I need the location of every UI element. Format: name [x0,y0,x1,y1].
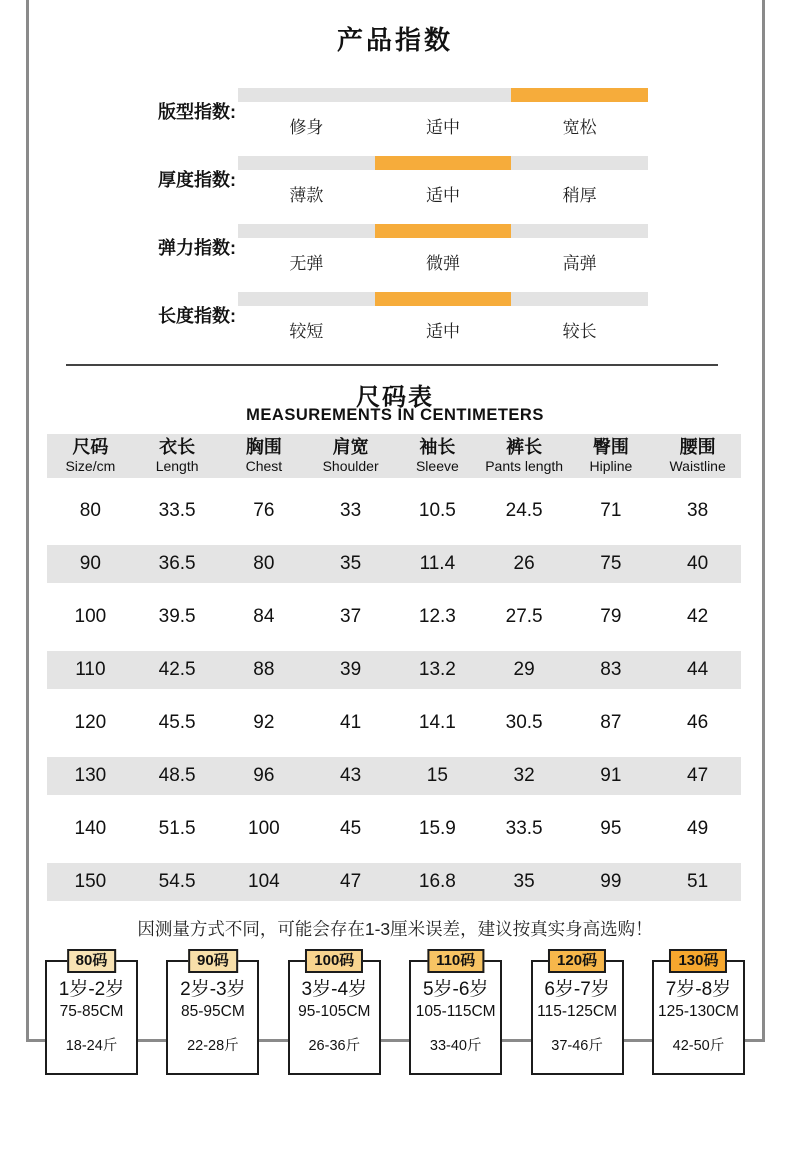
table-cell: 15.9 [418,817,456,839]
bar-segment [238,292,375,306]
table-cell: 75 [600,553,622,574]
table-cell: 100 [74,605,107,627]
option-label: 微弹 [426,254,460,273]
table-cell: 16.8 [418,871,456,892]
table-cell: 24.5 [505,499,543,521]
table-cell: 14.1 [418,711,456,733]
age-range: 2岁-3岁 [180,979,246,1000]
size-table-row [47,590,741,643]
option-label: 无弹 [289,254,324,273]
column-header-zh: 臀围 [592,437,629,457]
table-cell: 32 [513,765,535,786]
index-row-elasticity [0,224,790,274]
measurement-note: 因测量方式不同，可能会存在1-3厘米误差，建议按真实身高选购！ [137,919,653,939]
table-cell: 39.5 [158,605,196,627]
column-header-zh: 尺码 [72,437,109,457]
size-table-row [47,484,741,537]
weight-range: 26-36斤 [308,1038,361,1054]
table-cell: 45.5 [158,711,196,733]
bar-segment [375,292,512,306]
column-header [394,434,481,478]
size-card-100 [288,952,381,1075]
size-badge: 130码 [669,949,727,973]
table-cell: 10.5 [418,499,456,521]
table-cell: 41 [340,711,362,733]
table-cell: 13.2 [418,659,456,680]
table-cell: 88 [253,659,275,680]
column-header [568,434,655,478]
table-cell: 92 [253,711,275,733]
table-cell: 96 [253,765,275,786]
size-card-120 [531,952,624,1075]
index-row-length [0,292,790,342]
size-table-row [47,802,741,855]
table-cell: 35 [513,871,535,892]
table-cell: 110 [75,659,106,680]
option-label: 薄款 [289,186,324,205]
size-table-row [47,749,741,802]
bar-segment [238,88,375,102]
index-row-label: 厚度指数: [158,170,236,190]
table-cell: 44 [687,659,709,680]
size-card-90 [166,952,259,1075]
weight-range: 22-28斤 [187,1038,239,1054]
column-header-zh: 衣长 [159,437,196,457]
column-header-en: Sleeve [415,458,459,474]
table-cell: 29 [513,659,535,680]
table-cell: 87 [600,711,622,733]
table-cell: 76 [253,499,275,521]
index-bar [238,292,648,306]
table-cell: 90 [79,553,101,574]
table-cell: 99 [600,871,622,892]
table-cell: 83 [600,659,622,680]
table-cell: 150 [74,871,107,892]
column-header [307,434,394,478]
table-cell: 51.5 [158,817,196,839]
index-row-thickness [0,156,790,206]
option-label: 较长 [562,322,597,341]
table-cell: 11.4 [419,553,456,574]
table-cell: 80 [253,553,275,574]
size-table-row [47,643,741,696]
age-range: 1岁-2岁 [58,979,125,1000]
size-badge: 80码 [67,949,117,973]
bar-segment [375,88,512,102]
weight-range: 18-24斤 [65,1038,118,1054]
table-cell: 43 [340,765,362,786]
table-cell: 37 [340,605,362,627]
table-cell: 100 [248,817,280,839]
table-cell: 38 [687,499,709,521]
bar-segment [511,88,648,102]
column-header-en: Length [155,458,199,474]
table-cell: 130 [74,765,107,786]
index-options [238,249,648,274]
height-range: 125-130CM [657,1003,739,1020]
table-cell: 27.5 [505,605,543,627]
size-badge: 110码 [427,949,484,973]
table-cell: 54.5 [158,871,196,892]
table-cell: 36.5 [158,553,196,574]
table-cell: 48.5 [158,765,196,786]
option-label: 高弹 [562,254,597,273]
table-cell: 140 [74,817,107,839]
height-range: 115-125CM [537,1003,617,1020]
weight-range: 37-46斤 [551,1038,603,1054]
index-bar [238,224,648,238]
weight-range: 42-50斤 [672,1038,725,1054]
bar-segment [375,224,512,238]
column-header-zh: 肩宽 [332,437,369,457]
size-badge: 90码 [188,949,238,973]
table-cell: 91 [600,765,622,786]
height-range: 75-85CM [59,1003,124,1020]
column-header-zh: 腰围 [679,437,716,457]
age-range: 6岁-7岁 [544,979,610,1000]
column-header [221,434,308,478]
table-cell: 47 [687,765,709,786]
index-options [238,181,648,206]
table-cell: 80 [79,499,101,521]
table-cell: 46 [687,711,709,733]
table-cell: 47 [340,871,362,892]
size-table-row [47,537,741,590]
index-row-label: 弹力指数: [158,238,236,258]
height-range: 95-105CM [298,1003,371,1020]
column-header-en: Waistline [669,458,726,474]
size-chart-title: 尺码表 [356,384,434,411]
section-divider [66,364,718,366]
index-options [238,113,648,138]
option-label: 宽松 [562,118,597,137]
option-label: 较短 [289,322,324,341]
table-cell: 30.5 [505,711,543,733]
product-index-title: 产品指数 [336,25,453,55]
option-label: 适中 [426,118,460,137]
index-bar [238,156,648,170]
size-cards [45,952,745,1075]
table-cell: 33 [340,499,362,521]
table-cell: 42 [687,605,709,627]
column-header [47,434,134,478]
table-cell: 45 [340,817,362,839]
table-cell: 33.5 [158,499,196,521]
bar-segment [375,156,512,170]
table-cell: 95 [600,817,622,839]
index-bar [238,88,648,102]
column-header-en: Pants length [485,458,564,474]
weight-range: 33-40斤 [429,1038,482,1054]
table-cell: 33.5 [505,817,543,839]
column-header [654,434,741,478]
bar-segment [511,156,648,170]
table-cell: 120 [74,711,107,733]
table-cell: 42.5 [158,659,196,680]
size-table-header [47,434,741,478]
height-range: 105-115CM [415,1003,496,1020]
index-row-label: 版型指数: [158,102,236,122]
index-row-fit [0,88,790,138]
height-range: 85-95CM [181,1003,245,1020]
size-chart-subtitle: MEASUREMENTS IN CENTIMETERS [246,406,544,424]
bar-segment [511,292,648,306]
table-cell: 39 [340,659,362,680]
size-card-110 [409,952,502,1075]
table-cell: 40 [687,553,709,574]
table-cell: 104 [248,871,280,892]
column-header [134,434,221,478]
bar-segment [511,224,648,238]
option-label: 修身 [289,118,324,137]
table-cell: 84 [253,605,275,627]
index-row-label: 长度指数: [158,306,236,326]
column-header [481,434,568,478]
option-label: 适中 [426,186,460,205]
bar-segment [238,224,375,238]
column-header-zh: 胸围 [245,437,282,457]
size-table-row [47,855,741,908]
column-header-zh: 裤长 [506,437,543,457]
table-cell: 26 [513,553,535,574]
option-label: 适中 [426,322,460,341]
table-cell: 35 [340,553,362,574]
column-header-zh: 袖长 [419,437,456,457]
index-options [238,317,648,342]
size-card-130 [652,952,745,1075]
table-cell: 79 [600,605,622,627]
age-range: 5岁-6岁 [422,979,489,1000]
size-badge: 120码 [548,949,606,973]
age-range: 3岁-4岁 [301,979,368,1000]
table-cell: 71 [600,499,622,521]
table-cell: 15 [426,765,448,786]
column-header-en: Shoulder [322,458,379,474]
table-cell: 49 [687,817,709,839]
column-header-en: Size/cm [65,458,116,474]
size-badge: 100码 [305,949,363,973]
size-card-80 [45,952,138,1075]
option-label: 稍厚 [562,186,597,205]
table-cell: 51 [687,871,709,892]
bar-segment [238,156,375,170]
column-header-en: Hipline [589,458,633,474]
table-cell: 12.3 [418,605,456,627]
column-header-en: Chest [245,458,283,474]
age-range: 7岁-8岁 [665,979,732,1000]
size-table-row [47,696,741,749]
